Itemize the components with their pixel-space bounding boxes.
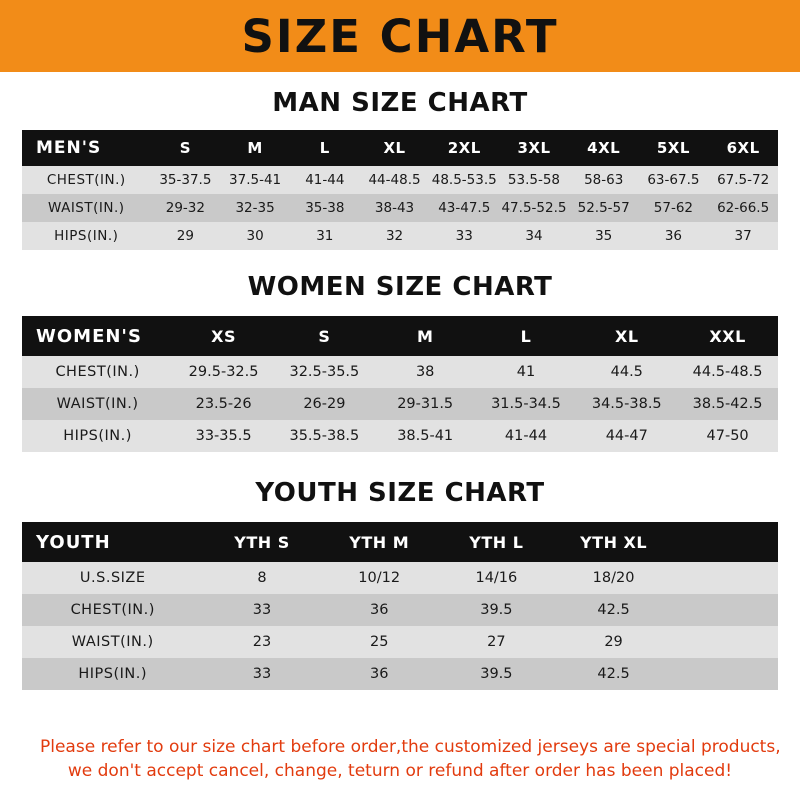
man-r2-c1: 30 (220, 222, 290, 250)
youth-section-title: YOUTH SIZE CHART (255, 478, 545, 508)
women-r1-c3: 31.5-34.5 (476, 388, 577, 420)
man-r0-c5: 53.5-58 (499, 166, 569, 194)
man-r1-c1: 32-35 (220, 194, 290, 222)
table-row (22, 166, 778, 194)
man-col-1: M (220, 130, 290, 166)
table-row (22, 420, 778, 452)
table-row (22, 594, 778, 626)
women-col-0: XS (173, 316, 274, 356)
man-r0-c2: 41-44 (290, 166, 360, 194)
youth-row-3-label: HIPS(IN.) (22, 658, 203, 690)
youth-r1-c0: 33 (203, 594, 320, 626)
women-r0-c1: 32.5-35.5 (274, 356, 375, 388)
man-r2-c7: 36 (639, 222, 709, 250)
table-row (22, 658, 778, 690)
women-r2-c5: 47-50 (677, 420, 778, 452)
women-r1-c2: 29-31.5 (375, 388, 476, 420)
footer-disclaimer (22, 721, 781, 800)
youth-r0-c3: 18/20 (555, 562, 672, 594)
women-r2-c4: 44-47 (576, 420, 677, 452)
youth-col-0: YTH S (203, 522, 320, 562)
youth-r2-c3: 29 (555, 626, 672, 658)
footer-line-2: we don't accept cancel, change, teturn or refund after order has been placed! (67, 761, 733, 782)
table-header-row (22, 130, 778, 166)
women-r0-c3: 41 (476, 356, 577, 388)
man-r2-c0: 29 (151, 222, 221, 250)
man-r2-c5: 34 (499, 222, 569, 250)
man-r2-c8: 37 (708, 222, 778, 250)
women-r2-c1: 35.5-38.5 (274, 420, 375, 452)
youth-r3-c1: 36 (321, 658, 438, 690)
women-r0-c2: 38 (375, 356, 476, 388)
charts-container (0, 72, 800, 800)
man-r0-c4: 48.5-53.5 (429, 166, 499, 194)
table-row (22, 562, 778, 594)
man-col-2: L (290, 130, 360, 166)
man-row-2-label: HIPS(IN.) (22, 222, 151, 250)
youth-r1-c1: 36 (321, 594, 438, 626)
women-r2-c0: 33-35.5 (173, 420, 274, 452)
man-r0-c1: 37.5-41 (220, 166, 290, 194)
youth-table-head (22, 522, 778, 562)
man-r0-c0: 35-37.5 (151, 166, 221, 194)
man-r1-c3: 38-43 (360, 194, 430, 222)
man-r2-c4: 33 (429, 222, 499, 250)
man-col-4: 2XL (429, 130, 499, 166)
youth-r1-spacer (672, 594, 778, 626)
youth-col-2: YTH L (438, 522, 555, 562)
table-header-row (22, 316, 778, 356)
youth-col-spacer (672, 522, 778, 562)
youth-size-table (22, 522, 778, 690)
man-r1-c0: 29-32 (151, 194, 221, 222)
youth-row-2-label: WAIST(IN.) (22, 626, 203, 658)
man-col-3: XL (360, 130, 430, 166)
man-table-head (22, 130, 778, 166)
women-r0-c5: 44.5-48.5 (677, 356, 778, 388)
women-r0-c4: 44.5 (576, 356, 677, 388)
women-r1-c1: 26-29 (274, 388, 375, 420)
women-table-head (22, 316, 778, 356)
man-col-8: 6XL (708, 130, 778, 166)
women-section-title: WOMEN SIZE CHART (247, 272, 553, 302)
youth-col-1: YTH M (321, 522, 438, 562)
youth-r1-c2: 39.5 (438, 594, 555, 626)
women-table-body (22, 356, 778, 452)
man-r2-c3: 32 (360, 222, 430, 250)
man-section-title: MAN SIZE CHART (272, 88, 528, 118)
youth-r2-c1: 25 (321, 626, 438, 658)
man-r2-c6: 35 (569, 222, 639, 250)
man-col-5: 3XL (499, 130, 569, 166)
women-col-4: XL (576, 316, 677, 356)
youth-size-section (22, 452, 778, 690)
women-row-header-label: WOMEN'S (22, 316, 173, 356)
man-row-1-label: WAIST(IN.) (22, 194, 151, 222)
youth-col-3: YTH XL (555, 522, 672, 562)
man-size-table (22, 130, 778, 250)
man-r1-c2: 35-38 (290, 194, 360, 222)
table-row (22, 356, 778, 388)
youth-r0-c1: 10/12 (321, 562, 438, 594)
footer-line-1: Please refer to our size chart before order,the customized jerseys are special products, (40, 736, 781, 757)
man-table-body (22, 166, 778, 250)
man-r0-c7: 63-67.5 (639, 166, 709, 194)
table-row (22, 222, 778, 250)
man-r1-c6: 52.5-57 (569, 194, 639, 222)
women-col-3: L (476, 316, 577, 356)
women-r1-c0: 23.5-26 (173, 388, 274, 420)
man-row-header-label: MEN'S (22, 130, 151, 166)
women-r2-c2: 38.5-41 (375, 420, 476, 452)
women-size-table (22, 316, 778, 452)
youth-row-0-label: U.S.SIZE (22, 562, 203, 594)
man-r1-c4: 43-47.5 (429, 194, 499, 222)
youth-r0-c2: 14/16 (438, 562, 555, 594)
page-header (0, 0, 800, 72)
table-header-row (22, 522, 778, 562)
youth-table-body (22, 562, 778, 690)
man-r1-c8: 62-66.5 (708, 194, 778, 222)
youth-r2-c0: 23 (203, 626, 320, 658)
youth-r0-spacer (672, 562, 778, 594)
women-row-1-label: WAIST(IN.) (22, 388, 173, 420)
page-title: SIZE CHART (241, 9, 559, 63)
women-col-1: S (274, 316, 375, 356)
youth-r3-spacer (672, 658, 778, 690)
table-row (22, 194, 778, 222)
youth-r3-c0: 33 (203, 658, 320, 690)
youth-r3-c3: 42.5 (555, 658, 672, 690)
women-row-2-label: HIPS(IN.) (22, 420, 173, 452)
women-size-section (22, 250, 778, 452)
women-col-5: XXL (677, 316, 778, 356)
man-col-0: S (151, 130, 221, 166)
man-r1-c5: 47.5-52.5 (499, 194, 569, 222)
man-r0-c3: 44-48.5 (360, 166, 430, 194)
women-r2-c3: 41-44 (476, 420, 577, 452)
man-r1-c7: 57-62 (639, 194, 709, 222)
man-size-section (22, 72, 778, 250)
youth-r2-spacer (672, 626, 778, 658)
youth-r1-c3: 42.5 (555, 594, 672, 626)
man-r0-c6: 58-63 (569, 166, 639, 194)
man-row-0-label: CHEST(IN.) (22, 166, 151, 194)
women-r1-c4: 34.5-38.5 (576, 388, 677, 420)
women-r0-c0: 29.5-32.5 (173, 356, 274, 388)
youth-r3-c2: 39.5 (438, 658, 555, 690)
youth-row-header-label: YOUTH (22, 522, 203, 562)
man-col-7: 5XL (639, 130, 709, 166)
table-row (22, 388, 778, 420)
man-r2-c2: 31 (290, 222, 360, 250)
women-row-0-label: CHEST(IN.) (22, 356, 173, 388)
women-col-2: M (375, 316, 476, 356)
youth-r0-c0: 8 (203, 562, 320, 594)
man-col-6: 4XL (569, 130, 639, 166)
women-r1-c5: 38.5-42.5 (677, 388, 778, 420)
man-r0-c8: 67.5-72 (708, 166, 778, 194)
youth-row-1-label: CHEST(IN.) (22, 594, 203, 626)
youth-r2-c2: 27 (438, 626, 555, 658)
table-row (22, 626, 778, 658)
